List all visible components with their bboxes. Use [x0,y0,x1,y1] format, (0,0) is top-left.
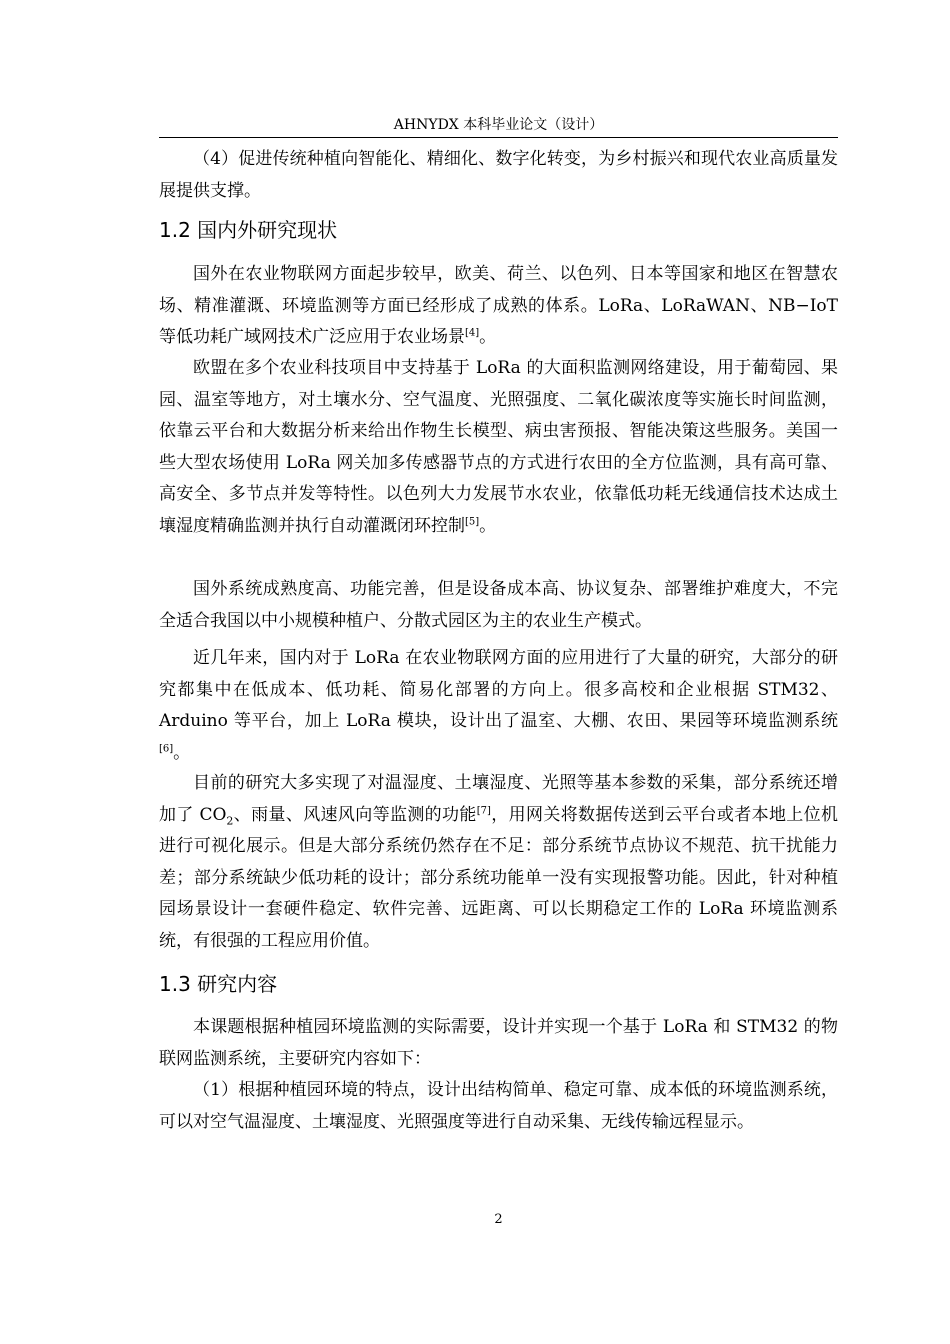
paragraph-text: 欧盟在多个农业科技项目中支持基于 LoRa 的大面积监测网络建设，用于葡萄园、果园、温室等地方，对土壤水分、空气温度、光照强度、二氧化碳浓度等实施长时间监测，依靠云平台和大数据分析来给出作物生长模型、病虫害预报、智能决策这些服务。美国一些大型农场使用 LoRa 网关加多传感器节点的方式进行农田的全方位监测，具有高可靠、高安全、多节点并发等特性。以色列大力发展节水农业，依靠低功耗无线通信技术达成土壤湿度精确监测并执行自动灌溉闭环控制 [159,358,838,536]
citation-ref-7: [7] [476,804,491,816]
paragraph-text: （1）根据种植园环境的特点，设计出结构简单、稳定可靠、成本低的环境监测系统，可以对空气温湿度、土壤湿度、光照强度等进行自动采集、无线传输远程显示。 [159,1080,838,1132]
citation-ref-5: [5] [465,515,480,527]
co2-subscript: 2 [226,813,234,827]
page-number: 2 [494,1212,503,1227]
paragraph-text: 目前的研究大多实现了对温湿度、土壤湿度、光照等基本参数的采集，部分系统还增加了 CO [159,773,838,825]
section-heading-1-3: 1.3 研究内容 [159,972,278,996]
paragraph-foreign-status [159,259,838,354]
paragraph-domestic-research [159,643,838,769]
citation-ref-6: [6] [159,742,174,754]
paragraph-foreign-limitations [159,574,838,637]
page-header: AHNYDX 本科毕业论文（设计） [393,117,604,133]
paragraph-text: 国外在农业物联网方面起步较早，欧美、荷兰、以色列、日本等国家和地区在智慧农场、精准灌溉、环境监测等方面已经形成了成熟的体系。LoRa、LoRaWAN、NB−IoT 等低功耗广域网技术广泛应用于农业场景 [159,264,838,347]
paragraph-text: 近几年来，国内对于 LoRa 在农业物联网方面的应用进行了大量的研究，大部分的研究都集中在低成本、低功耗、简易化部署的方向上。很多高校和企业根据 STM32、Arduino 等平台，加上 LoRa 模块，设计出了温室、大棚、农田、果园等环境监测系统 [159,648,838,731]
paragraph-text: （4）促进传统种植向智能化、精细化、数字化转变，为乡村振兴和现代农业高质量发展提供支撑。 [159,149,838,201]
paragraph-promote-transformation [159,144,838,207]
paragraph-text-end: 。 [479,327,497,347]
paragraph-text-mid: 、雨量、风速风向等监测的功能 [233,804,477,825]
header-rule [159,137,838,138]
paragraph-current-shortcomings [159,768,838,957]
section-heading-1-2: 1.2 国内外研究现状 [159,218,338,242]
paragraph-text-end: 。 [479,515,497,536]
paragraph-research-item-1 [159,1075,838,1138]
paragraph-research-intro [159,1012,838,1075]
paragraph-text: 国外系统成熟度高、功能完善，但是设备成本高、协议复杂、部署维护难度大，不完全适合我国以中小规模种植户、分散式园区为主的农业生产模式。 [159,579,838,631]
paragraph-eu-us-israel [159,353,838,542]
citation-ref-4: [4] [465,327,480,339]
paragraph-text-end: ，用网关将数据传送到云平台或者本地上位机进行可视化展示。但是大部分系统仍然存在不足：部分系统节点协议不规范、抗干扰能力差；部分系统缺少低功耗的设计；部分系统功能单一没有实现报警功能。因此，针对种植园场景设计一套硬件稳定、软件完善、远距离、可以长期稳定工作的 LoRa 环境监测系统，有很强的工程应用价值。 [159,804,839,951]
paragraph-text: 本课题根据种植园环境监测的实际需要，设计并实现一个基于 LoRa 和 STM32 的物联网监测系统，主要研究内容如下： [159,1017,838,1069]
paragraph-text-end: 。 [173,742,191,763]
